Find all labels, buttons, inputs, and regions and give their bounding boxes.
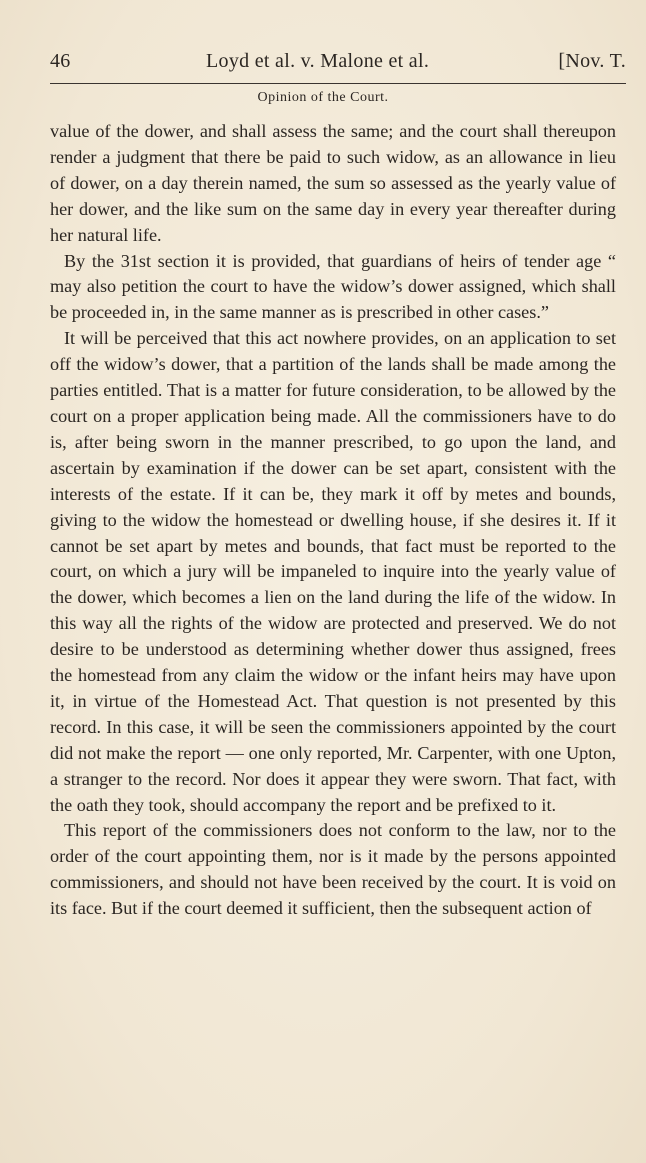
paragraph: This report of the commissioners does not conform to the law, nor to the order of the court appointing them, nor is it made by the persons appointed commissioners, and should not have been received by the court. It is void on its face. But if the court deemed it sufficient, then the subsequent action of <box>50 820 616 919</box>
running-head <box>50 50 626 80</box>
body-text <box>50 119 616 922</box>
page-number: 46 <box>50 50 71 72</box>
header-rule <box>50 83 626 84</box>
term-label: [Nov. T. <box>558 50 626 72</box>
paragraph: It will be perceived that this act nowhere provides, on an application to set off the widow’s dower, that a partition of the lands shall be made among the parties entitled. That is a matter for future consideration, to be allowed by the court on a proper application being made. All the commissioners have to do is, after being sworn in the manner prescribed, to go upon the land, and ascertain by examination if the dower can be set apart, consistent with the interests of the estate. If it can be, they mark it off by metes and bounds, giving to the widow the homestead or dwelling house, if she desires it. If it cannot be set apart by metes and bounds, that fact must be reported to the court, on which a jury will be impaneled to inquire into the yearly value of the dower, which becomes a lien on the land during the life of the widow. In this way all the rights of the widow are protected and preserved. We do not desire to be understood as determining whether dower thus assigned, frees the homestead from any claim the widow or the infant heirs may have upon it, in virtue of the Homestead Act. That question is not presented by this record. In this case, it will be seen the commissioners appointed by the court did not make the report — one only reported, Mr. Carpenter, with one Upton, a stranger to the record. Nor does it appear they were sworn. That fact, with the oath they took, should accompany the report and be prefixed to it. <box>50 328 616 815</box>
paragraph: By the 31st section it is provided, that guardians of heirs of tender age “ may also petition the court to have the widow’s dower assigned, which shall be proceeded in, in the same manner as is prescribed in other cases.” <box>50 250 616 323</box>
case-title: Loyd et al. v. Malone et al. <box>206 50 430 72</box>
paragraph: value of the dower, and shall assess the same; and the court shall thereupon render a judgment that there be paid to such widow, as an allowance in lieu of dower, on a day therein named, the sum so assessed as the yearly value of her dower, and the like sum on the same day in every year thereafter during her natural life. <box>50 121 616 245</box>
section-subheading: Opinion of the Court. <box>257 90 389 105</box>
